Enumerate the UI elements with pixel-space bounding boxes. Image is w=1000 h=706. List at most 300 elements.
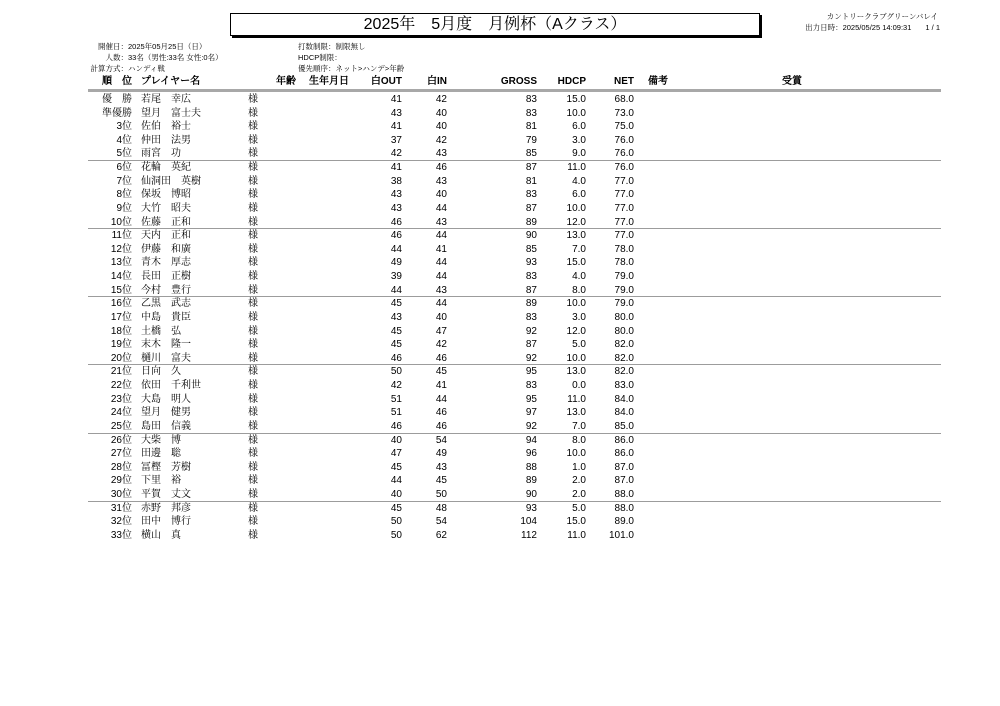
result-row: [0, 529, 1000, 542]
rank-cell: 11位: [111, 230, 132, 242]
rank-cell: 8位: [116, 189, 132, 201]
gross-score: 81: [525, 175, 537, 187]
rank-cell: 19位: [110, 339, 132, 351]
honorific: 様: [248, 352, 258, 364]
out-score: 51: [390, 393, 402, 405]
out-score: 44: [390, 243, 402, 255]
player-name: 大竹 昭夫: [141, 202, 191, 214]
result-row: [0, 325, 1000, 338]
out-score: 42: [390, 148, 402, 160]
club-name: カントリークラブグリーンバレイ: [826, 12, 938, 21]
net-score: 86.0: [614, 448, 634, 460]
net-score: 78.0: [614, 257, 634, 269]
event-date-label: 開催日：: [98, 42, 128, 51]
net-score: 85.0: [614, 420, 634, 432]
result-row: [0, 488, 1000, 501]
out-score: 46: [390, 420, 402, 432]
net-score: 101.0: [608, 529, 634, 541]
rank-cell: 準優勝: [102, 107, 132, 119]
output-datetime: [805, 23, 940, 33]
in-score: 62: [435, 529, 447, 541]
gross-score: 83: [525, 94, 537, 105]
out-score: 49: [390, 257, 402, 269]
gross-score: 104: [520, 516, 537, 528]
out-score: 46: [390, 216, 402, 228]
hdcp-value: 13.0: [566, 407, 586, 419]
rank-cell: 5位: [116, 148, 132, 160]
hdcp-value: 11.0: [567, 529, 586, 541]
gross-score: 92: [525, 420, 537, 432]
header-gross: GROSS: [500, 76, 537, 87]
honorific: 様: [248, 325, 258, 337]
hdcp-limit-label: HDCP制限：: [298, 53, 342, 62]
header-name: プレイヤー名: [141, 76, 201, 87]
net-score: 79.0: [614, 271, 634, 283]
honorific: 様: [248, 420, 258, 432]
hdcp-value: 5.0: [572, 502, 586, 514]
honorific: 様: [248, 380, 258, 392]
gross-score: 93: [525, 502, 537, 514]
rank-cell: 10位: [110, 216, 132, 228]
result-row: [0, 352, 1000, 365]
gross-score: 89: [525, 298, 537, 310]
event-date: [88, 42, 206, 52]
rank-cell: 28位: [110, 461, 132, 473]
player-name: 伊藤 和廣: [141, 243, 191, 255]
result-row: [0, 284, 1000, 297]
honorific: 様: [248, 311, 258, 323]
out-score: 45: [390, 461, 402, 473]
gross-score: 88: [525, 461, 537, 473]
header-net: NET: [614, 76, 634, 87]
rank-cell: 15位: [110, 284, 132, 296]
in-score: 42: [435, 339, 447, 351]
out-score: 40: [390, 488, 402, 500]
result-row: [0, 134, 1000, 147]
rank-cell: 20位: [110, 352, 132, 364]
out-score: 45: [390, 502, 402, 514]
result-row: [0, 256, 1000, 269]
player-name: 仲田 法男: [141, 134, 191, 146]
out-score: 42: [390, 380, 402, 392]
gross-score: 96: [525, 448, 537, 460]
result-row: [0, 120, 1000, 133]
player-name: 保坂 博昭: [141, 189, 191, 201]
honorific: 様: [248, 162, 258, 174]
result-row: [0, 406, 1000, 419]
output-datetime-value: 2025/05/25 14:09:31: [842, 23, 912, 32]
honorific: 様: [248, 107, 258, 119]
out-score: 41: [390, 121, 402, 133]
net-score: 77.0: [614, 216, 634, 228]
hdcp-value: 1.0: [572, 461, 586, 473]
out-score: 45: [390, 325, 402, 337]
rank-cell: 33位: [110, 529, 132, 541]
honorific: 様: [248, 488, 258, 500]
in-score: 42: [435, 94, 447, 105]
honorific: 様: [248, 502, 258, 514]
hdcp-value: 6.0: [572, 189, 586, 201]
hdcp-value: 9.0: [572, 148, 586, 160]
report-title: 2025年 5月度 月例杯（Aクラス）: [230, 13, 760, 36]
stroke-limit-value: 制限無し: [335, 42, 366, 51]
gross-score: 90: [525, 230, 537, 242]
rank-cell: 14位: [110, 271, 132, 283]
net-score: 75.0: [614, 121, 634, 133]
hdcp-limit: [298, 53, 342, 63]
hdcp-value: 10.0: [566, 352, 586, 364]
hdcp-value: 12.0: [566, 216, 586, 228]
header-in: 白IN: [427, 76, 447, 87]
hdcp-value: 4.0: [572, 271, 586, 283]
rank-cell: 4位: [116, 134, 132, 146]
out-score: 45: [390, 298, 402, 310]
honorific: 様: [248, 202, 258, 214]
net-score: 84.0: [614, 407, 634, 419]
net-score: 84.0: [614, 393, 634, 405]
in-score: 48: [435, 502, 447, 514]
in-score: 44: [435, 257, 447, 269]
rank-cell: 25位: [110, 420, 132, 432]
honorific: 様: [248, 230, 258, 242]
player-name: 若尾 幸広: [141, 94, 191, 105]
calc-method-value: ハンディ戦: [128, 64, 165, 73]
player-name: 土橋 弘: [141, 325, 181, 337]
honorific: 様: [248, 243, 258, 255]
header-age: 年齢: [276, 76, 296, 87]
gross-score: 92: [525, 352, 537, 364]
in-score: 44: [435, 202, 447, 214]
participants: [88, 53, 223, 63]
player-name: 佐藤 正和: [141, 216, 191, 228]
honorific: 様: [248, 257, 258, 269]
header-award: 受賞: [782, 76, 802, 87]
in-score: 43: [435, 148, 447, 160]
result-row: [0, 202, 1000, 215]
gross-score: 112: [521, 529, 537, 541]
calc-method: [88, 64, 165, 74]
player-name: 日向 久: [141, 366, 181, 378]
gross-score: 92: [525, 325, 537, 337]
rank-cell: 29位: [110, 475, 132, 487]
in-score: 44: [435, 230, 447, 242]
gross-score: 79: [525, 134, 537, 146]
net-score: 78.0: [614, 243, 634, 255]
in-score: 43: [435, 284, 447, 296]
in-score: 46: [435, 407, 447, 419]
rank-cell: 27位: [110, 448, 132, 460]
hdcp-value: 15.0: [566, 94, 586, 105]
player-name: 長田 正樹: [141, 271, 191, 283]
rank-cell: 18位: [110, 325, 132, 337]
in-score: 43: [435, 175, 447, 187]
out-score: 41: [390, 162, 402, 174]
hdcp-value: 0.0: [572, 380, 586, 392]
result-row: [0, 107, 1000, 120]
honorific: 様: [248, 339, 258, 351]
hdcp-value: 7.0: [572, 420, 586, 432]
honorific: 様: [248, 475, 258, 487]
in-score: 40: [435, 189, 447, 201]
rank-cell: 9位: [116, 202, 132, 214]
honorific: 様: [248, 121, 258, 133]
gross-score: 90: [525, 488, 537, 500]
hdcp-value: 5.0: [572, 339, 586, 351]
rank-cell: 6位: [116, 162, 132, 174]
result-row: [0, 175, 1000, 188]
net-score: 79.0: [614, 298, 634, 310]
honorific: 様: [248, 393, 258, 405]
out-score: 40: [390, 434, 402, 446]
net-score: 82.0: [614, 352, 634, 364]
hdcp-value: 10.0: [566, 107, 586, 119]
out-score: 46: [390, 352, 402, 364]
result-row: [0, 447, 1000, 460]
out-score: 43: [390, 189, 402, 201]
hdcp-value: 10.0: [566, 298, 586, 310]
header-hdcp: HDCP: [557, 76, 586, 87]
in-score: 40: [435, 121, 447, 133]
player-name: 花輪 英紀: [141, 162, 191, 174]
in-score: 43: [435, 216, 447, 228]
player-name: 末木 隆一: [141, 339, 191, 351]
in-score: 50: [435, 488, 447, 500]
player-name: 今村 豊行: [141, 284, 191, 296]
result-row: [0, 311, 1000, 324]
net-score: 77.0: [614, 230, 634, 242]
result-row: [0, 243, 1000, 256]
gross-score: 85: [525, 243, 537, 255]
hdcp-value: 3.0: [572, 311, 586, 323]
player-name: 樋川 富夫: [141, 352, 191, 364]
out-score: 37: [390, 134, 402, 146]
gross-score: 93: [525, 257, 537, 269]
gross-score: 81: [525, 121, 537, 133]
event-date-value: 2025年05月25日（日）: [128, 42, 207, 51]
gross-score: 95: [525, 393, 537, 405]
net-score: 77.0: [614, 189, 634, 201]
net-score: 88.0: [614, 488, 634, 500]
hdcp-value: 15.0: [566, 516, 586, 528]
header-rank: 順 位: [102, 76, 132, 87]
rank-cell: 31位: [110, 502, 132, 514]
out-score: 50: [390, 516, 402, 528]
in-score: 44: [435, 271, 447, 283]
net-score: 87.0: [614, 475, 634, 487]
result-row: [0, 338, 1000, 351]
honorific: 様: [248, 366, 258, 378]
participants-value: 33名（男性:33名 女性:0名）: [128, 53, 223, 62]
priority-order-value: ネット>ハンデ>年齢: [335, 64, 405, 73]
hdcp-value: 8.0: [572, 284, 586, 296]
net-score: 89.0: [614, 516, 634, 528]
honorific: 様: [248, 461, 258, 473]
rank-cell: 17位: [110, 311, 132, 323]
gross-score: 87: [525, 284, 537, 296]
net-score: 68.0: [614, 94, 634, 105]
stroke-limit-label: 打数制限：: [298, 42, 336, 51]
honorific: 様: [248, 298, 258, 310]
result-row: [0, 474, 1000, 487]
rank-cell: 16位: [110, 298, 132, 310]
out-score: 46: [390, 230, 402, 242]
in-score: 41: [435, 380, 447, 392]
in-score: 44: [435, 298, 447, 310]
rank-cell: 7位: [116, 175, 132, 187]
gross-score: 83: [525, 271, 537, 283]
stroke-limit: [298, 42, 366, 52]
gross-score: 87: [525, 339, 537, 351]
player-name: 佐伯 裕士: [141, 121, 191, 133]
hdcp-value: 4.0: [572, 175, 586, 187]
rank-cell: 22位: [110, 380, 132, 392]
rank-cell: 24位: [110, 407, 132, 419]
result-row: [0, 188, 1000, 201]
header-birthdate: 生年月日: [309, 76, 349, 87]
in-score: 45: [435, 475, 447, 487]
result-row: [0, 270, 1000, 283]
in-score: 44: [435, 393, 447, 405]
honorific: 様: [248, 271, 258, 283]
net-score: 76.0: [614, 162, 634, 174]
in-score: 54: [435, 434, 447, 446]
honorific: 様: [248, 134, 258, 146]
hdcp-value: 7.0: [572, 243, 586, 255]
rank-cell: 3位: [116, 121, 132, 133]
result-row: [0, 461, 1000, 474]
net-score: 77.0: [614, 175, 634, 187]
player-name: 青木 厚志: [141, 257, 191, 269]
hdcp-value: 12.0: [566, 325, 586, 337]
gross-score: 94: [525, 434, 537, 446]
result-row: [0, 502, 1000, 515]
out-score: 43: [390, 107, 402, 119]
out-score: 43: [390, 202, 402, 214]
out-score: 45: [390, 339, 402, 351]
out-score: 47: [390, 448, 402, 460]
rank-cell: 12位: [110, 243, 132, 255]
net-score: 82.0: [614, 339, 634, 351]
hdcp-value: 15.0: [566, 257, 586, 269]
rank-cell: 23位: [110, 393, 132, 405]
out-score: 41: [390, 94, 402, 105]
net-score: 86.0: [614, 434, 634, 446]
out-score: 50: [390, 366, 402, 378]
out-score: 51: [390, 407, 402, 419]
calc-method-label: 計算方式：: [90, 64, 128, 73]
result-row: [0, 393, 1000, 406]
net-score: 87.0: [614, 461, 634, 473]
result-row: [0, 515, 1000, 528]
in-score: 45: [435, 366, 447, 378]
rank-cell: 30位: [110, 488, 132, 500]
hdcp-value: 10.0: [566, 448, 586, 460]
gross-score: 97: [525, 407, 537, 419]
gross-score: 95: [525, 366, 537, 378]
player-name: 赤野 邦彦: [141, 502, 191, 514]
in-score: 46: [435, 162, 447, 174]
in-score: 40: [435, 311, 447, 323]
hdcp-value: 2.0: [572, 488, 586, 500]
rank-cell: 優 勝: [102, 94, 132, 105]
gross-score: 83: [525, 189, 537, 201]
rank-cell: 13位: [110, 257, 132, 269]
out-score: 50: [390, 529, 402, 541]
out-score: 44: [390, 475, 402, 487]
net-score: 77.0: [614, 202, 634, 214]
result-row: [0, 161, 1000, 174]
hdcp-value: 11.0: [567, 162, 586, 174]
hdcp-value: 6.0: [572, 121, 586, 133]
rank-cell: 26位: [110, 434, 132, 446]
player-name: 天内 正和: [141, 230, 191, 242]
in-score: 46: [435, 352, 447, 364]
net-score: 76.0: [614, 148, 634, 160]
result-row: [0, 420, 1000, 433]
hdcp-value: 8.0: [572, 434, 586, 446]
honorific: 様: [248, 148, 258, 160]
gross-score: 83: [525, 380, 537, 392]
net-score: 88.0: [614, 502, 634, 514]
honorific: 様: [248, 216, 258, 228]
in-score: 42: [435, 134, 447, 146]
honorific: 様: [248, 175, 258, 187]
gross-score: 87: [525, 202, 537, 214]
result-row: [0, 216, 1000, 229]
results-header: [0, 76, 1000, 88]
player-name: 平賀 丈文: [141, 488, 191, 500]
in-score: 40: [435, 107, 447, 119]
hdcp-value: 2.0: [572, 475, 586, 487]
player-name: 大柴 博: [141, 434, 181, 446]
player-name: 冨樫 芳樹: [141, 461, 191, 473]
net-score: 83.0: [614, 380, 634, 392]
hdcp-value: 3.0: [572, 134, 586, 146]
hdcp-value: 10.0: [566, 202, 586, 214]
hdcp-value: 13.0: [566, 230, 586, 242]
gross-score: 85: [525, 148, 537, 160]
honorific: 様: [248, 529, 258, 541]
result-row: [0, 365, 1000, 378]
honorific: 様: [248, 284, 258, 296]
honorific: 様: [248, 434, 258, 446]
hdcp-value: 13.0: [566, 366, 586, 378]
priority-order: [298, 64, 404, 74]
result-row: [0, 229, 1000, 242]
in-score: 47: [435, 325, 447, 337]
net-score: 79.0: [614, 284, 634, 296]
out-score: 44: [390, 284, 402, 296]
out-score: 38: [390, 175, 402, 187]
player-name: 依田 千利世: [141, 380, 201, 392]
output-datetime-label: 出力日時：: [805, 23, 843, 32]
gross-score: 83: [525, 107, 537, 119]
in-score: 43: [435, 461, 447, 473]
net-score: 73.0: [614, 107, 634, 119]
out-score: 43: [390, 311, 402, 323]
player-name: 島田 信義: [141, 420, 191, 432]
header-remarks: 備考: [648, 76, 668, 87]
gross-score: 83: [525, 311, 537, 323]
net-score: 76.0: [614, 134, 634, 146]
rank-cell: 32位: [110, 516, 132, 528]
net-score: 82.0: [614, 366, 634, 378]
result-row: [0, 297, 1000, 310]
gross-score: 89: [525, 216, 537, 228]
priority-order-label: 優先順序：: [298, 64, 336, 73]
player-name: 大島 明人: [141, 393, 191, 405]
in-score: 41: [435, 243, 447, 255]
